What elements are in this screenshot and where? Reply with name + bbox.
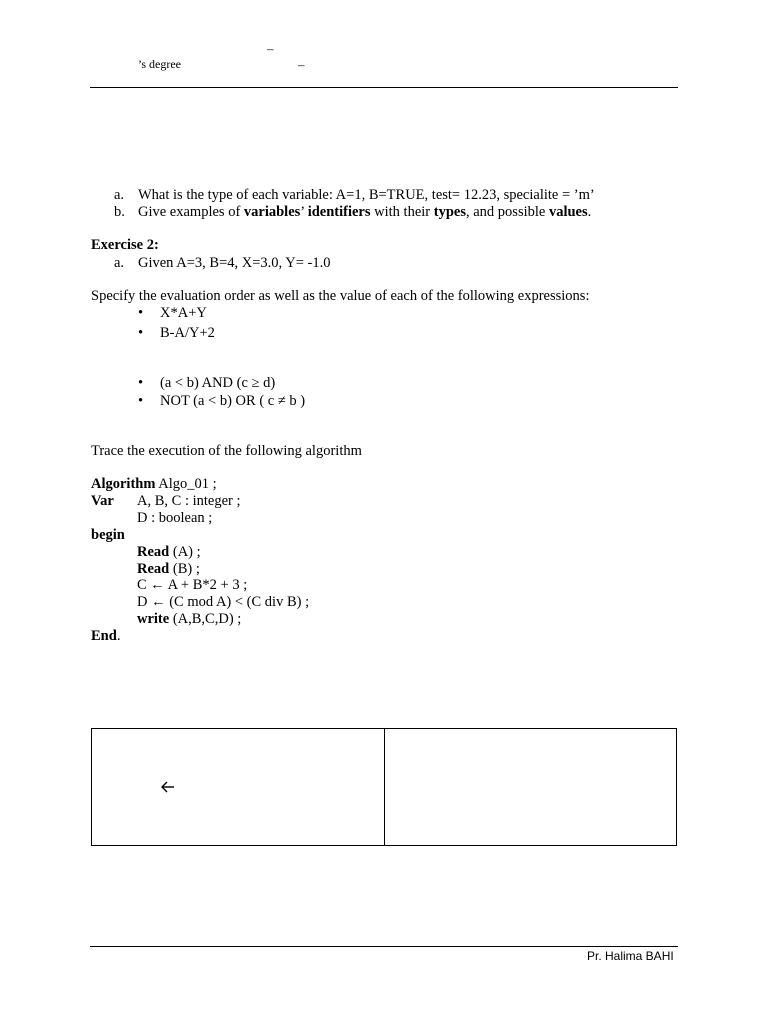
question-a-marker: a. xyxy=(114,187,125,203)
exercise-2-title: Exercise 2: xyxy=(91,237,159,253)
assign-c-statement: C ← A + B*2 + 3 ; xyxy=(137,577,248,593)
bullet-icon: • xyxy=(138,325,144,341)
header-dash-1: – xyxy=(267,41,274,56)
left-arrow-icon xyxy=(160,779,176,795)
read-statement-2: Read (B) ; xyxy=(137,561,200,577)
bullet-icon: • xyxy=(138,393,144,409)
var-declaration-1: A, B, C : integer ; xyxy=(137,493,241,509)
expression-1: X*A+Y xyxy=(160,305,207,321)
assign-d-statement: D ← (C mod A) < (C div B) ; xyxy=(137,594,310,610)
question-a-text: What is the type of each variable: A=1, B=TRUE, test= 12.23, specialite = ’m’ xyxy=(138,187,595,203)
trace-table xyxy=(91,728,677,846)
header-dash-2: – xyxy=(298,57,305,72)
write-statement: write (A,B,C,D) ; xyxy=(137,611,242,627)
bullet-icon: • xyxy=(138,375,144,391)
footer-author: Pr. Halima BAHI xyxy=(587,949,674,963)
var-declaration-2: D : boolean ; xyxy=(137,510,213,526)
expression-2: B-A/Y+2 xyxy=(160,325,215,341)
exercise-2-given: Given A=3, B=4, X=3.0, Y= -1.0 xyxy=(138,255,331,271)
expression-3: (a < b) AND (c ≥ d) xyxy=(160,375,276,391)
question-b-text: Give examples of variables’ identifiers with their types, and possible values. xyxy=(138,204,592,220)
question-b-marker: b. xyxy=(114,204,125,220)
expression-4: NOT (a < b) OR ( c ≠ b ) xyxy=(160,393,306,409)
algorithm-header: Algorithm Algo_01 ; xyxy=(91,476,217,492)
header-rule xyxy=(90,87,678,88)
keyword-var: Var xyxy=(91,493,114,509)
end-statement: End. xyxy=(91,628,121,644)
header-degree: ’s degree xyxy=(138,57,181,71)
footer-rule xyxy=(90,946,678,947)
trace-instruction: Trace the execution of the following algorithm xyxy=(91,443,362,459)
keyword-begin: begin xyxy=(91,527,125,543)
table-column-divider xyxy=(384,729,385,845)
read-statement-1: Read (A) ; xyxy=(137,544,201,560)
exercise-2-given-marker: a. xyxy=(114,255,125,271)
bullet-icon: • xyxy=(138,305,144,321)
exercise-2-instruction: Specify the evaluation order as well as the value of each of the following expressions: xyxy=(91,288,590,304)
